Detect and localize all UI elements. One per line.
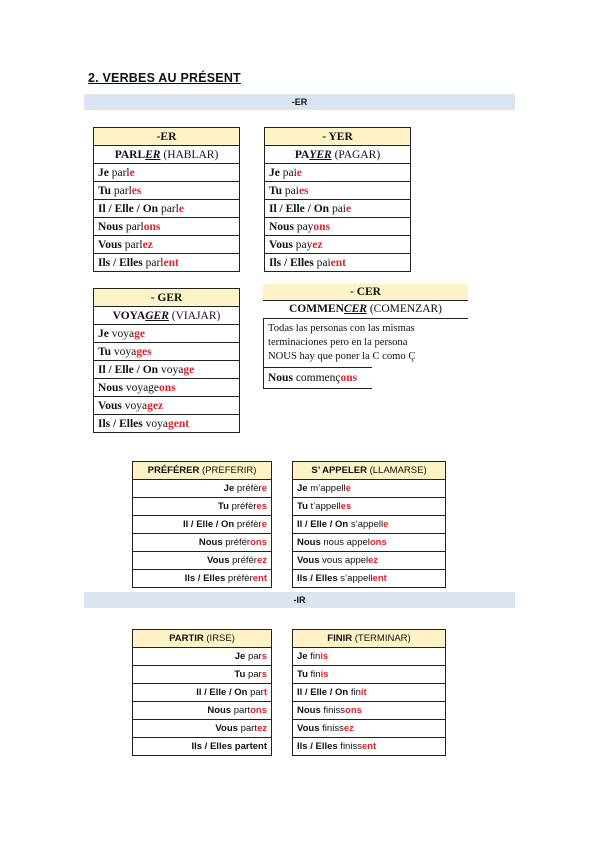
table-row: Il / Elle / On préfère <box>133 516 272 534</box>
table-row: Je voyage <box>94 325 240 343</box>
table-row: Je pars <box>133 648 272 666</box>
table-row: Je parle <box>94 164 240 182</box>
table-header: - GER <box>94 289 240 307</box>
table-row: Je préfère <box>133 480 272 498</box>
table-row: Il / Elle / On paie <box>265 200 411 218</box>
table-row: Nous nous appelons <box>293 534 446 552</box>
table-row: Ils / Elles paient <box>265 254 411 272</box>
table-row: Vous préférez <box>133 552 272 570</box>
table-row: Ils / Elles préfèrent <box>133 570 272 588</box>
table-row: Nous voyageons <box>94 379 240 397</box>
table-row: Nous parlons <box>94 218 240 236</box>
table-row: Ils / Elles s’appellent <box>293 570 446 588</box>
table-row: Il / Elle / On voyage <box>94 361 240 379</box>
table-row: Vous payez <box>265 236 411 254</box>
table-header: -ER <box>94 128 240 146</box>
table-row: Tu t’appelles <box>293 498 446 516</box>
band-er: -ER <box>84 94 515 110</box>
table-header: S’ APPELER (LLAMARSE) <box>293 462 446 480</box>
table-row: Je m’appelle <box>293 480 446 498</box>
cer-block <box>263 284 468 389</box>
table-row: Tu préfères <box>133 498 272 516</box>
table-row: Vous vous appelez <box>293 552 446 570</box>
table-row: Il / Elle / On parle <box>94 200 240 218</box>
table-row: Nous finissons <box>293 702 446 720</box>
table-ger <box>93 288 240 433</box>
band-ir: -IR <box>84 592 515 608</box>
table-row: Tu pars <box>133 666 272 684</box>
table-row: Il / Elle / On s’appelle <box>293 516 446 534</box>
table-row: Vous partez <box>133 720 272 738</box>
table-sappeler <box>292 461 446 588</box>
table-row: Tu voyages <box>94 343 240 361</box>
table-row: Ils / Elles partent <box>133 738 272 756</box>
table-header: - CER <box>263 284 468 301</box>
table-row: Tu finis <box>293 666 446 684</box>
table-row: Vous voyagez <box>94 397 240 415</box>
table-row: Vous finissez <box>293 720 446 738</box>
table-row: Il / Elle / On part <box>133 684 272 702</box>
table-row: Je paie <box>265 164 411 182</box>
table-row: Vous parlez <box>94 236 240 254</box>
table-preferer <box>132 461 272 588</box>
table-row: Ils / Elles voyagent <box>94 415 240 433</box>
section-title: 2. VERBES AU PRÉSENT <box>88 71 241 85</box>
table-row: Tu paies <box>265 182 411 200</box>
table-row: Nous partons <box>133 702 272 720</box>
table-yer <box>264 127 411 272</box>
table-row: Ils / Elles finissent <box>293 738 446 756</box>
table-row: Tu parles <box>94 182 240 200</box>
cer-note: Todas las personas con las mismas terminaciones pero en la persona NOUS hay que poner la C como Ç <box>263 319 468 367</box>
table-row: Il / Elle / On finit <box>293 684 446 702</box>
infinitive: COMMENCER (COMENZAR) <box>263 301 468 319</box>
table-header: - YER <box>265 128 411 146</box>
table-finir <box>292 629 446 756</box>
table-header: PRÉFÉRER (PREFERIR) <box>133 462 272 480</box>
table-partir <box>132 629 272 756</box>
infinitive: PAYER (PAGAR) <box>265 146 411 164</box>
table-row: Nous commençons <box>263 367 372 389</box>
table-row: Nous payons <box>265 218 411 236</box>
table-header: PARTIR (IRSE) <box>133 630 272 648</box>
table-er <box>93 127 240 272</box>
table-row: Ils / Elles parlent <box>94 254 240 272</box>
infinitive: PARLER (HABLAR) <box>94 146 240 164</box>
table-row: Nous préférons <box>133 534 272 552</box>
table-row: Je finis <box>293 648 446 666</box>
table-header: FINIR (TERMINAR) <box>293 630 446 648</box>
infinitive: VOYAGER (VIAJAR) <box>94 307 240 325</box>
